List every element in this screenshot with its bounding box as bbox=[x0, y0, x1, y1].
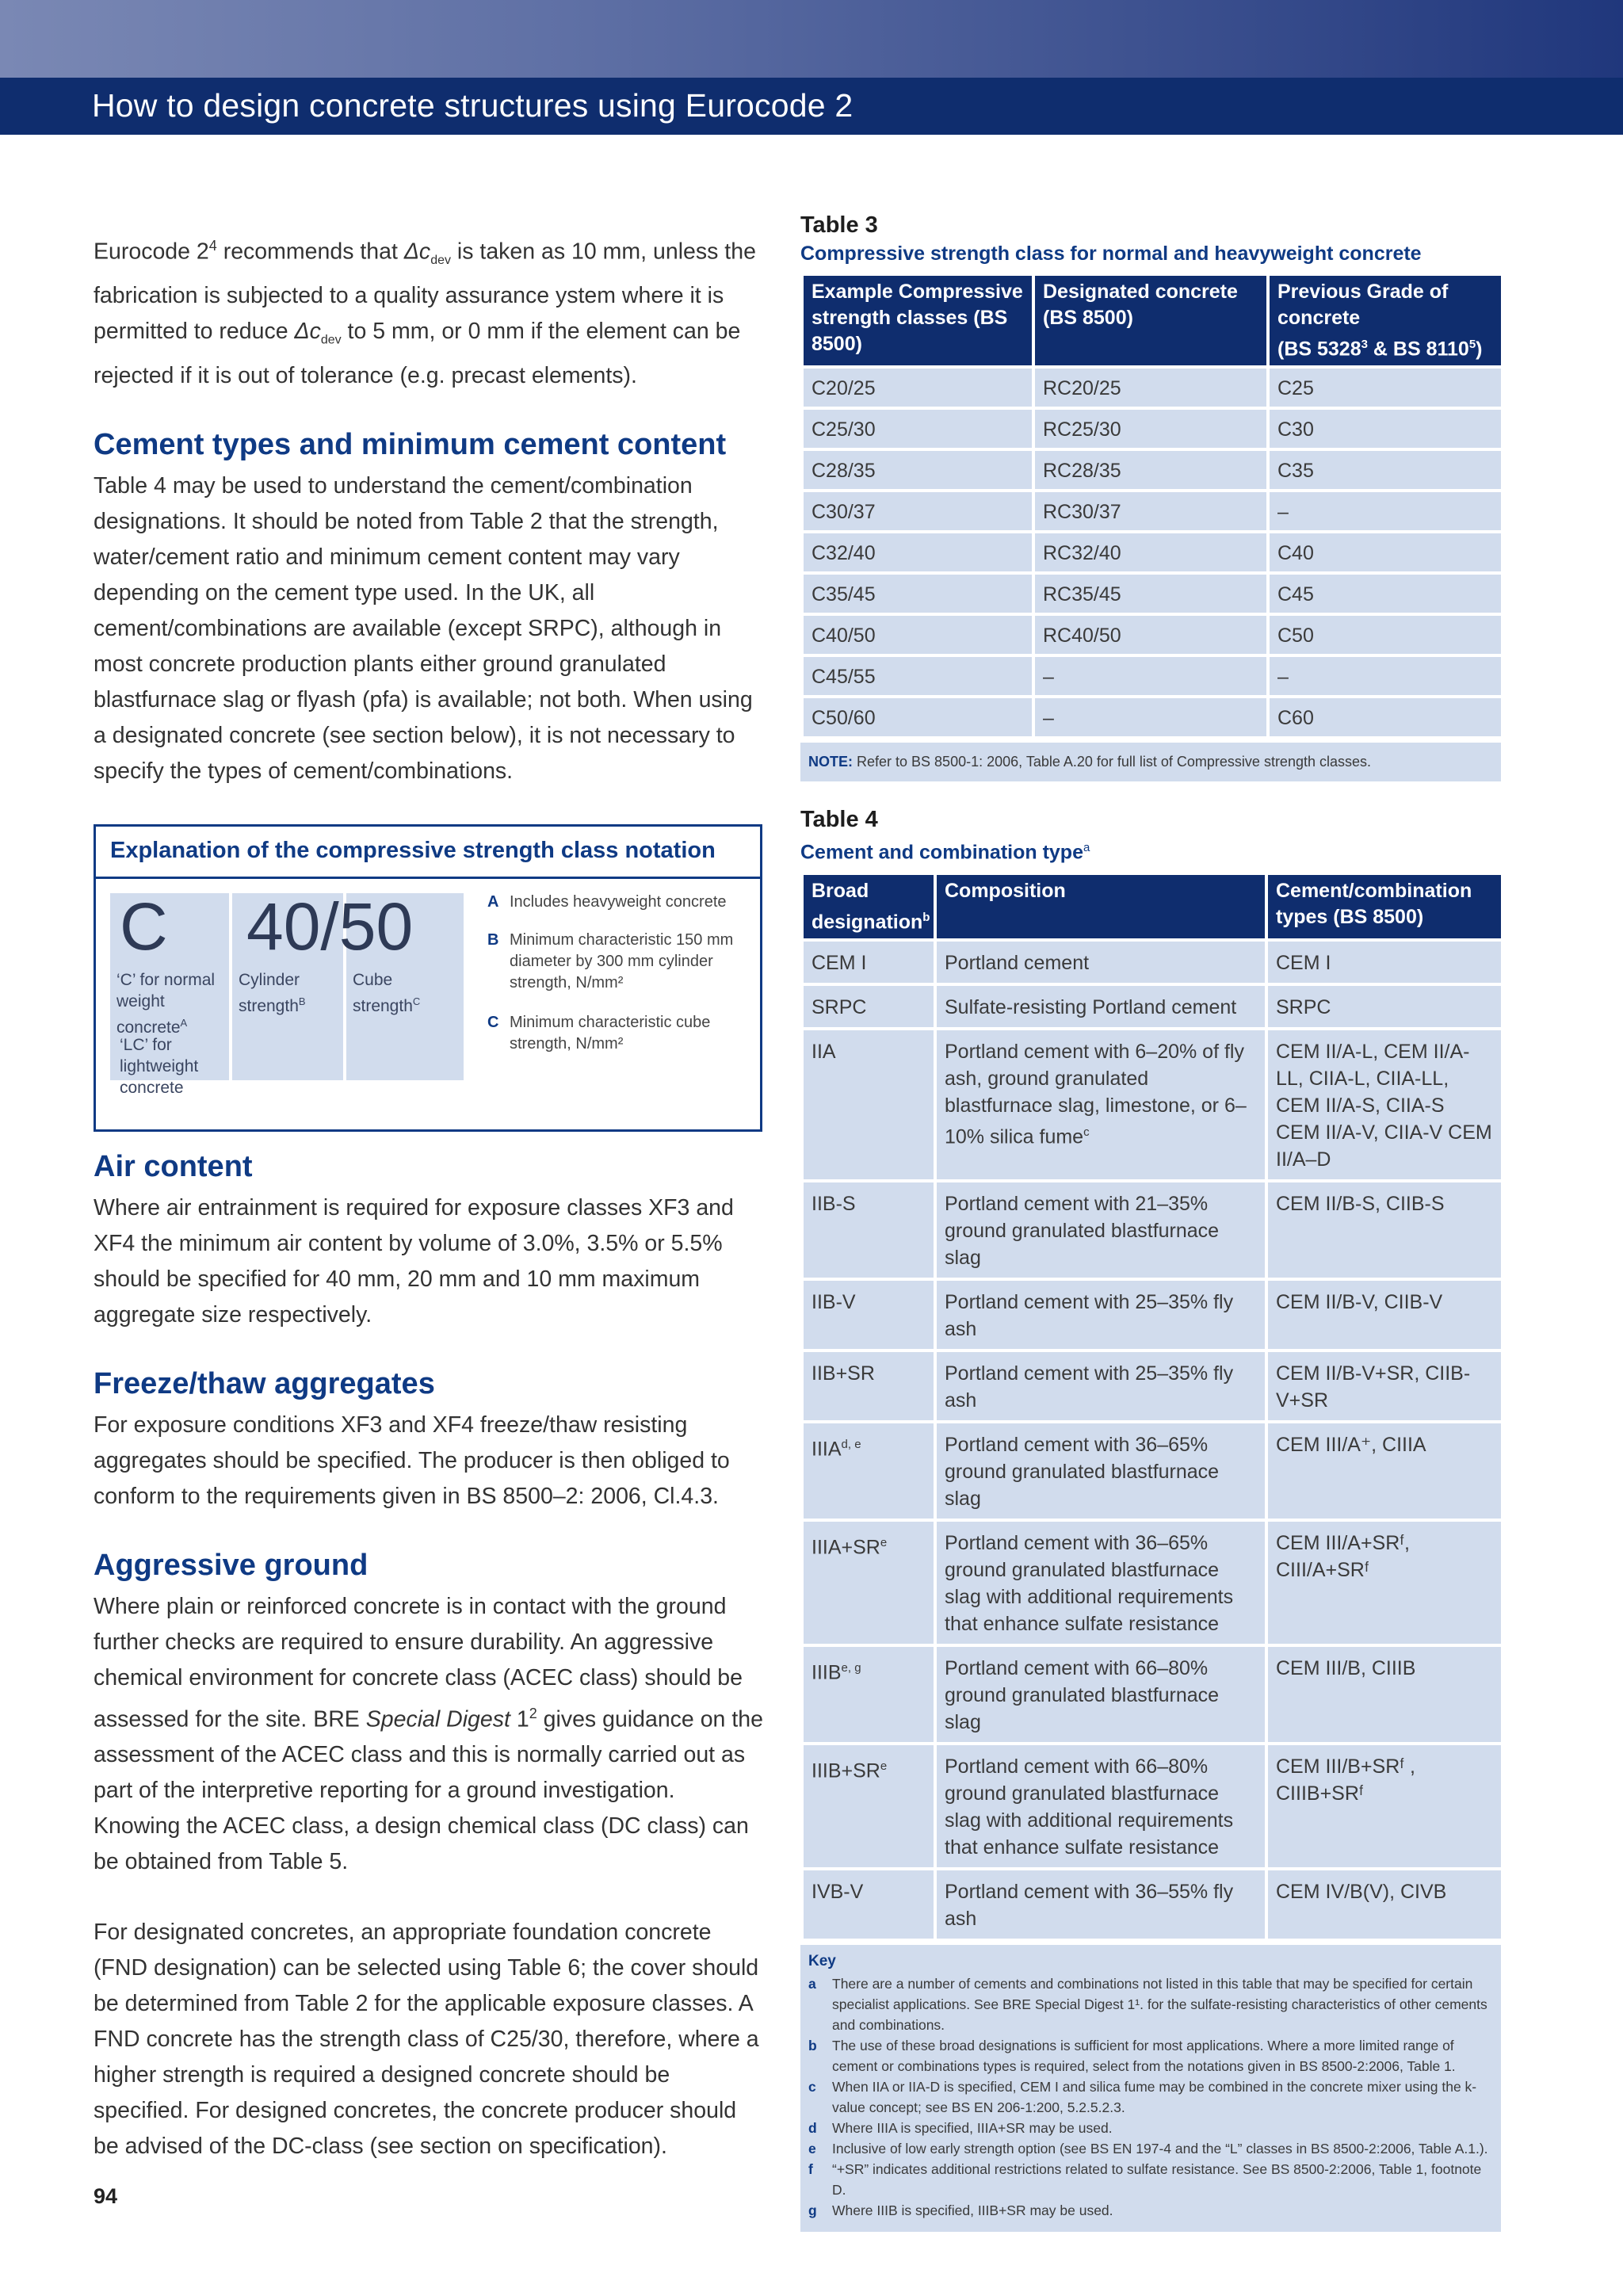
air-content-paragraph: Where air entrainment is required for exposure classes XF3 and XF4 the minimum air content by volume of 3.0%, 3.5% or 5.5% should be specified for 40 mm, 20 mm and 10 mm maximum aggregate size respectively. bbox=[94, 1194, 734, 1328]
special-digest-italic: Special Digest bbox=[365, 1706, 510, 1733]
notation-box-title: Explanation of the compressive strength class notation bbox=[96, 827, 760, 879]
intro-text-2: recommends that bbox=[216, 239, 404, 265]
table-cell bbox=[935, 1869, 1266, 1940]
cell-text: Portland cement with 36–55% fly ash bbox=[945, 1880, 1234, 1930]
table4-header-cell: Cement/combination types (BS 8500) bbox=[1266, 875, 1503, 940]
header-text: Previous Grade of concrete bbox=[1277, 281, 1449, 329]
table-cell: RC35/45 bbox=[1033, 573, 1268, 614]
table-cell: C35 bbox=[1268, 449, 1503, 491]
table4-header-cell bbox=[802, 875, 935, 940]
notation-c-label bbox=[116, 969, 229, 1038]
key-text: When IIA or IIA-D is specified, CEM I and silica fume may be combined in the concrete mixer using the k-value concept; see BS EN 206-1:200, 5.2.5.2.3. bbox=[832, 2078, 1477, 2115]
cell-text: CEM I bbox=[812, 951, 867, 974]
caption-text: Cement and combination type bbox=[800, 841, 1083, 864]
cell-text: Portland cement bbox=[945, 951, 1090, 974]
table-cell bbox=[1266, 1869, 1503, 1940]
table3-header-cell: Example Compressive strength classes (BS 8500) bbox=[802, 276, 1033, 367]
cell-text: IIA bbox=[812, 1040, 836, 1063]
table-cell: C35/45 bbox=[802, 573, 1033, 614]
table-cell bbox=[935, 1350, 1266, 1422]
air-content-heading: Air content bbox=[94, 1149, 253, 1183]
table-cell: RC25/30 bbox=[1033, 408, 1268, 449]
cell-text: CEM III/B+SRᶠ , CIIIB+SRᶠ bbox=[1276, 1755, 1415, 1805]
aggressive-ground-paragraph bbox=[94, 1589, 766, 1881]
key-letter: d bbox=[808, 2119, 817, 2136]
intro-text-1: Eurocode 2 bbox=[94, 239, 209, 265]
cylinder-sup: B bbox=[298, 995, 306, 1007]
table-row bbox=[802, 655, 1503, 697]
table4-key bbox=[800, 1942, 1501, 2232]
table-cell bbox=[1266, 1029, 1503, 1181]
header-text: (BS 5328 bbox=[1277, 338, 1361, 361]
table-cell bbox=[802, 1181, 935, 1279]
cell-text: IVB-V bbox=[812, 1880, 864, 1903]
table-cell bbox=[802, 940, 935, 984]
table-row bbox=[802, 408, 1503, 449]
table3-header-row bbox=[802, 276, 1503, 367]
cell-sup: e bbox=[880, 1759, 888, 1773]
header-gradient-band bbox=[0, 0, 1623, 78]
table3-header-cell: Designated concrete (BS 8500) bbox=[1033, 276, 1268, 367]
notation-key-a bbox=[487, 892, 749, 913]
left-column bbox=[94, 228, 766, 2164]
cube-label-text: Cube strength bbox=[353, 970, 413, 1015]
cell-sup: c bbox=[1083, 1125, 1090, 1139]
table-cell bbox=[1266, 940, 1503, 984]
table-cell bbox=[802, 1645, 935, 1744]
aggressive-text-3: gives guidance on the assessment of the ACEC class and this is normally carried out as part of the interpretive reporting for a ground investigation. Knowing the ACEC class, a design chemical class (DC class) can be obtained from Table 5. bbox=[94, 1706, 763, 1875]
table-cell: C45/55 bbox=[802, 655, 1033, 697]
table-cell: RC30/37 bbox=[1033, 491, 1268, 532]
table-row bbox=[802, 1181, 1503, 1279]
cell-text: CEM II/B-V+SR, CIIB-V+SR bbox=[1276, 1362, 1471, 1412]
cell-text: CEM III/A⁺, CIIIA bbox=[1276, 1433, 1426, 1456]
table-cell bbox=[935, 984, 1266, 1029]
table-cell: RC32/40 bbox=[1033, 532, 1268, 573]
key-item bbox=[808, 1973, 1493, 2035]
table-cell: C28/35 bbox=[802, 449, 1033, 491]
cell-text: CEM III/A+SRᶠ, CIII/A+SRᶠ bbox=[1276, 1531, 1410, 1581]
table-cell bbox=[1266, 1422, 1503, 1520]
cell-text: IIB-V bbox=[812, 1290, 856, 1313]
table-cell bbox=[935, 1744, 1266, 1869]
table-cell: RC28/35 bbox=[1033, 449, 1268, 491]
notation-explanation-box bbox=[94, 824, 762, 1132]
table-cell bbox=[935, 1279, 1266, 1350]
cell-sup: e bbox=[880, 1535, 888, 1549]
header-sup: b bbox=[922, 910, 930, 924]
key-item bbox=[808, 2159, 1493, 2200]
freeze-thaw-heading: Freeze/thaw aggregates bbox=[94, 1366, 435, 1400]
key-letter: A bbox=[487, 892, 499, 911]
table-cell bbox=[802, 1744, 935, 1869]
table4-caption bbox=[800, 834, 1501, 866]
table-row bbox=[802, 984, 1503, 1029]
key-text: Includes heavyweight concrete bbox=[510, 892, 727, 911]
cement-paragraph: Table 4 may be used to understand the cement/combination designations. It should be noted from Table 2 that the strength, water/cement ratio and minimum cement content may vary depending on the cement type used. In the UK, all cement/combinations are available (except SRPC), although in most concrete production plants either ground granulated blastfurnace slag or flyash (pfa) is available; not both. When using a designated concrete (see section below), it is not necessary to specify the types of cement/combinations. bbox=[94, 472, 753, 784]
table-cell: C60 bbox=[1268, 697, 1503, 738]
table-cell: – bbox=[1033, 697, 1268, 738]
table-cell: – bbox=[1033, 655, 1268, 697]
page-number: 94 bbox=[94, 2184, 118, 2208]
table-cell bbox=[935, 1422, 1266, 1520]
table-cell bbox=[802, 1422, 935, 1520]
key-letter: B bbox=[487, 930, 499, 949]
intro-ref-sup: 4 bbox=[208, 238, 217, 254]
table-row bbox=[802, 1350, 1503, 1422]
table-row bbox=[802, 1744, 1503, 1869]
table-cell bbox=[1266, 1350, 1503, 1422]
table-row bbox=[802, 491, 1503, 532]
cell-text: Portland cement with 36–65% ground granulated blastfurnace slag bbox=[945, 1433, 1220, 1510]
key-text: Where IIIA is specified, IIIA+SR may be used. bbox=[832, 2119, 1113, 2136]
cube-sup: C bbox=[412, 995, 421, 1007]
table3 bbox=[800, 276, 1504, 739]
table3-note bbox=[800, 739, 1501, 781]
table-row bbox=[802, 1520, 1503, 1645]
table4-header-cell: Composition bbox=[935, 875, 1266, 940]
table-row bbox=[802, 1869, 1503, 1940]
table-cell bbox=[802, 1029, 935, 1181]
table-cell: C50/60 bbox=[802, 697, 1033, 738]
key-letter: g bbox=[808, 2202, 817, 2218]
table-cell bbox=[802, 1520, 935, 1645]
header-text: ) bbox=[1476, 338, 1483, 361]
key-item bbox=[808, 2118, 1493, 2138]
table-row bbox=[802, 1422, 1503, 1520]
cell-text: Portland cement with 25–35% fly ash bbox=[945, 1290, 1234, 1340]
header-text: Broad designation bbox=[812, 879, 923, 933]
table-cell: RC20/25 bbox=[1033, 367, 1268, 408]
table-cell: C50 bbox=[1268, 614, 1503, 655]
normal-weight-sup: A bbox=[180, 1016, 188, 1029]
key-text: The use of these broad designations is sufficient for most applications. Where a more limited range of cement or combinations types is required, select from the notations given in BS 8500-2:2006, Table 1. bbox=[832, 2037, 1456, 2074]
cell-text: CEM II/A-L, CEM II/A-LL, CIIA-L, CIIA-LL, CEM II/A-S, CIIA-S CEM II/A-V, CIIA-V CEM II/A–D bbox=[1276, 1040, 1492, 1171]
note-label: NOTE: bbox=[808, 754, 853, 770]
key-letter: C bbox=[487, 1013, 499, 1031]
cell-text: Portland cement with 36–65% ground granulated blastfurnace slag with additional requirements that enhance sulfate resistance bbox=[945, 1531, 1234, 1635]
cell-text: Sulfate-resisting Portland cement bbox=[945, 995, 1237, 1018]
cell-sup: e, g bbox=[841, 1660, 861, 1675]
key-letter: f bbox=[808, 2160, 813, 2177]
table-cell: C20/25 bbox=[802, 367, 1033, 408]
delta-symbol-1: Δc bbox=[403, 239, 431, 265]
key-text: Inclusive of low early strength option (see BS EN 197-4 and the “L” classes in BS 8500-2:2006, Table A.1.). bbox=[832, 2140, 1488, 2157]
table-cell bbox=[935, 940, 1266, 984]
intro-text-3: is taken as 10 mm, unless the fabrication is subjected to a quality assurance ystem where it is permitted to reduce bbox=[94, 239, 756, 345]
table-row bbox=[802, 1645, 1503, 1744]
table-cell bbox=[935, 1520, 1266, 1645]
key-text: Minimum characteristic cube strength, N/mm² bbox=[510, 1013, 711, 1052]
note-text: Refer to BS 8500-1: 2006, Table A.20 for full list of Compressive strength classes. bbox=[853, 754, 1372, 770]
table-row bbox=[802, 940, 1503, 984]
cell-text: Portland cement with 21–35% ground granulated blastfurnace slag bbox=[945, 1192, 1220, 1269]
cell-text: CEM IV/B(V), CIVB bbox=[1276, 1880, 1447, 1903]
key-text: There are a number of cements and combinations not listed in this table that may be specified for certain specialist applications. See BRE Special Digest 1¹. for the sulfate-resisting characteristics of other cements and combinations. bbox=[832, 1975, 1487, 2033]
caption-sup: a bbox=[1083, 841, 1090, 855]
normal-weight-label: ‘C’ for normal weight concrete bbox=[116, 970, 216, 1037]
cell-text: IIIB bbox=[812, 1661, 842, 1684]
cell-text: Portland cement with 66–80% ground granulated blastfurnace slag with additional requirements that enhance sulfate resistance bbox=[945, 1755, 1234, 1859]
table3-header-cell bbox=[1268, 276, 1503, 367]
notation-strength-value: 40/50 bbox=[246, 888, 414, 964]
table-cell bbox=[935, 1181, 1266, 1279]
cylinder-strength-label bbox=[239, 969, 340, 1017]
table4 bbox=[800, 875, 1504, 1942]
table-cell: C32/40 bbox=[802, 532, 1033, 573]
key-title: Key bbox=[808, 1952, 836, 1969]
cell-text: Portland cement with 25–35% fly ash bbox=[945, 1362, 1234, 1412]
table-cell bbox=[802, 1869, 935, 1940]
table-cell bbox=[935, 1645, 1266, 1744]
notation-key-c bbox=[487, 1012, 749, 1055]
designated-concrete-paragraph: For designated concretes, an appropriate foundation concrete (FND designation) can be selected using Table 6; the cover should be determined from Table 2 for the applicable exposure classes. A FND concrete has the strength class of C25/30, therefore, where a higher strength is required a designed concrete should be specified. For designed concretes, the concrete producer should be advised of the DC-class (see section on specification). bbox=[94, 1920, 759, 2160]
key-text: Where IIIB is specified, IIIB+SR may be used. bbox=[832, 2202, 1113, 2218]
table-row bbox=[802, 697, 1503, 738]
key-item bbox=[808, 2035, 1493, 2076]
table-cell bbox=[1266, 1181, 1503, 1279]
delta-symbol-2: Δc bbox=[294, 319, 321, 345]
table-cell: C30 bbox=[1268, 408, 1503, 449]
key-letter: b bbox=[808, 2037, 817, 2053]
key-letter: e bbox=[808, 2140, 816, 2157]
key-text: “+SR” indicates additional restrictions related to sulfate resistance. See BS 8500-2:2006, Table 1, footnote D. bbox=[832, 2160, 1482, 2198]
table-row bbox=[802, 614, 1503, 655]
cell-text: IIB-S bbox=[812, 1192, 856, 1215]
cell-text: CEM II/B-V, CIIB-V bbox=[1276, 1290, 1443, 1313]
key-text: Minimum characteristic 150 mm diameter by 300 mm cylinder strength, N/mm² bbox=[510, 930, 734, 991]
cement-heading: Cement types and minimum cement content bbox=[94, 427, 727, 461]
table3-label: Table 3 bbox=[800, 212, 878, 238]
cell-text: IIB+SR bbox=[812, 1362, 875, 1385]
key-item bbox=[808, 2076, 1493, 2118]
table-row bbox=[802, 532, 1503, 573]
table-cell: – bbox=[1268, 491, 1503, 532]
cell-text: IIIA bbox=[812, 1438, 842, 1461]
notation-key-b bbox=[487, 930, 749, 994]
cylinder-label-text: Cylinder strength bbox=[239, 970, 300, 1015]
table-row bbox=[802, 573, 1503, 614]
table4-header-row bbox=[802, 875, 1503, 940]
header-sup: 3 bbox=[1361, 338, 1368, 351]
table-cell: C40 bbox=[1268, 532, 1503, 573]
aggressive-text-2: 1 bbox=[510, 1706, 529, 1733]
page-header-title: How to design concrete structures using Eurocode 2 bbox=[92, 87, 854, 124]
dev-subscript-2: dev bbox=[320, 333, 342, 347]
intro-paragraph bbox=[94, 228, 766, 394]
cell-text: Portland cement with 6–20% of fly ash, ground granulated blastfurnace slag, limestone, or 6–10% silica fume bbox=[945, 1040, 1247, 1148]
table-cell bbox=[1266, 1744, 1503, 1869]
table-cell bbox=[1266, 1279, 1503, 1350]
table-cell bbox=[802, 1279, 935, 1350]
lightweight-label: ‘LC’ for lightweight concrete bbox=[120, 1035, 199, 1097]
intro-text-4: to 5 mm, or 0 mm if the element can be rejected if it is out of tolerance (e.g. precast elements). bbox=[94, 319, 741, 388]
cell-text: CEM I bbox=[1276, 951, 1331, 974]
table-cell bbox=[1266, 1645, 1503, 1744]
table-cell: C25/30 bbox=[802, 408, 1033, 449]
table-cell: C25 bbox=[1268, 367, 1503, 408]
key-list bbox=[808, 1973, 1493, 2221]
table-cell bbox=[802, 984, 935, 1029]
header-text: & BS 8110 bbox=[1367, 338, 1469, 361]
cell-text: SRPC bbox=[1276, 995, 1331, 1018]
table-cell: C40/50 bbox=[802, 614, 1033, 655]
table-cell bbox=[935, 1029, 1266, 1181]
key-item bbox=[808, 2200, 1493, 2221]
table-cell: C30/37 bbox=[802, 491, 1033, 532]
cell-text: IIIA+SR bbox=[812, 1536, 880, 1559]
key-letter: a bbox=[808, 1975, 816, 1992]
cell-text: CEM II/B-S, CIIB-S bbox=[1276, 1192, 1445, 1215]
table-cell bbox=[1266, 984, 1503, 1029]
dev-subscript-1: dev bbox=[430, 254, 451, 268]
cell-text: SRPC bbox=[812, 995, 867, 1018]
table-row bbox=[802, 449, 1503, 491]
table-cell: RC40/50 bbox=[1033, 614, 1268, 655]
table-row bbox=[802, 1029, 1503, 1181]
cell-sup: d, e bbox=[841, 1437, 861, 1451]
table-cell bbox=[802, 1350, 935, 1422]
table-cell bbox=[1266, 1520, 1503, 1645]
cell-text: Portland cement with 66–80% ground granulated blastfurnace slag bbox=[945, 1656, 1220, 1733]
aggressive-ref-sup: 2 bbox=[529, 1705, 537, 1721]
cell-text: IIIB+SR bbox=[812, 1759, 880, 1782]
aggressive-text-1: Where plain or reinforced concrete is in contact with the ground further checks are required to ensure durability. An aggressive chemical environment for concrete class (ACEC class) should be assessed for the site. BRE bbox=[94, 1593, 743, 1733]
table3-body bbox=[802, 367, 1503, 738]
cube-strength-label bbox=[353, 969, 460, 1017]
cell-text: CEM III/B, CIIIB bbox=[1276, 1656, 1416, 1679]
table4-label: Table 4 bbox=[800, 807, 878, 833]
key-item bbox=[808, 2138, 1493, 2159]
table3-caption: Compressive strength class for normal and heavyweight concrete bbox=[800, 243, 1422, 265]
table-row bbox=[802, 1279, 1503, 1350]
aggressive-ground-heading: Aggressive ground bbox=[94, 1548, 369, 1582]
table-row bbox=[802, 367, 1503, 408]
key-letter: c bbox=[808, 2078, 816, 2095]
notation-letter-c: C bbox=[120, 888, 168, 964]
header-sup: 5 bbox=[1468, 338, 1476, 351]
freeze-thaw-paragraph: For exposure conditions XF3 and XF4 freeze/thaw resisting aggregates should be specified. The producer is then obliged to conform to the requirements given in BS 8500–2: 2006, Cl.4.3. bbox=[94, 1412, 730, 1509]
table4-body bbox=[802, 940, 1503, 1940]
table-cell: C45 bbox=[1268, 573, 1503, 614]
table-cell: – bbox=[1268, 655, 1503, 697]
right-column bbox=[800, 211, 1501, 2232]
